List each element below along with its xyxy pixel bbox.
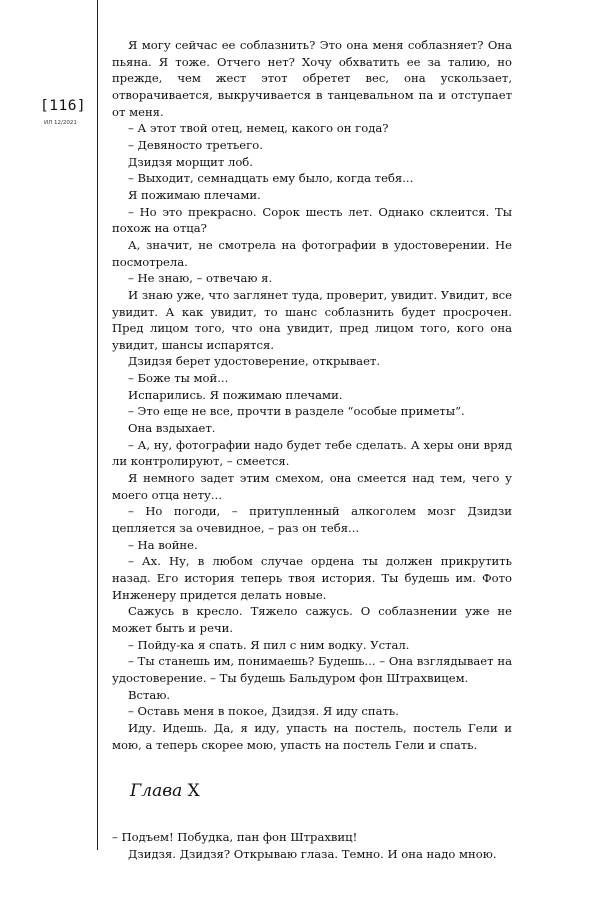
chapter-number: X	[187, 781, 200, 801]
margin-rule	[97, 0, 98, 850]
paragraph: – А этот твой отец, немец, какого он года?	[128, 121, 389, 136]
paragraph: – Оставь меня в покое, Дзидзя. Я иду спать.	[128, 704, 399, 719]
body-text	[112, 37, 512, 753]
paragraph: – На войне.	[128, 537, 198, 552]
paragraph: Иду. Идешь. Да, я иду, упасть на постель, постель Гели и мою, а теперь скорее мою, упасть на постель Гели и спать.	[112, 720, 512, 752]
paragraph: Сажусь в кресло. Тяжело сажусь. О соблазнении уже не может быть и речи.	[112, 604, 512, 635]
paragraph: Дзидзя. Дзидзя? Открываю глаза. Темно. И она надо мною.	[128, 846, 497, 861]
paragraph: – Выходит, семнадцать ему было, когда тебя...	[128, 171, 414, 186]
paragraph: Встаю.	[128, 687, 171, 702]
paragraph: Дзидзя берет удостоверение, открывает.	[128, 354, 381, 369]
paragraph: – Не знаю, – отвечаю я.	[128, 271, 273, 286]
paragraph: – Подъем! Побудка, пан фон Штрахвиц!	[112, 830, 358, 844]
paragraph: – Но это прекрасно. Сорок шесть лет. Однако склеится. Ты похож на отца?	[112, 204, 512, 236]
paragraph: Она вздыхает.	[128, 421, 216, 436]
paragraph: – А, ну, фотографии надо будет тебе сделать. А херы они вряд ли контролируют, – смеется.	[112, 437, 512, 469]
paragraph: Испарились. Я пожимаю плечами.	[128, 387, 343, 402]
chapter-heading	[130, 781, 200, 801]
paragraph: – Ты станешь им, понимаешь? Будешь... – Она взглядывает на удостоверение. – Ты будешь Бальдуром фон Штрахвицем.	[112, 654, 512, 685]
journal-issue: ИЛ 12/2021	[44, 120, 77, 126]
paragraph: Я могу сейчас ее соблазнить? Это она меня соблазняет? Она пьяна. Я тоже. Отчего нет? Хочу обхватить ее за талию, но прежде, чем жест этот обретет вес, она ускользает, отворачивается, выкручивается в танцевальном па и отступает от меня.	[112, 38, 512, 119]
paragraph: – Но погоди, – притупленный алкоголем мозг Дзидзи цепляется за очевидное, – раз он тебя...	[112, 504, 512, 536]
paragraph: А, значит, не смотрела на фотографии в удостоверении. Не посмотрела.	[112, 237, 512, 269]
paragraph: – Ах. Ну, в любом случае ордена ты должен прикрутить назад. Его история теперь твоя история. Ты будешь им. Фото Инженеру придется делать новые.	[112, 554, 512, 602]
paragraph: Я немного задет этим смехом, она смеется над тем, чего у моего отца нету...	[112, 471, 512, 502]
page-number: [116]	[40, 98, 87, 114]
chapter-word: Глава	[130, 781, 183, 801]
paragraph: – Боже ты мой...	[128, 371, 229, 386]
paragraph: И знаю уже, что заглянет туда, проверит, увидит. Увидит, все увидит. А как увидит, то шанс соблазнить будет просрочен. Пред лицом того, что она увидит, пред лицом того, кого она увидит, шансы испарятся.	[112, 287, 512, 352]
paragraph: Я пожимаю плечами.	[128, 187, 261, 202]
paragraph: – Это еще не все, прочти в разделе “особые приметы”.	[128, 404, 465, 419]
paragraph: Дзидзя морщит лоб.	[128, 154, 253, 169]
paragraph: – Девяносто третьего.	[128, 137, 263, 152]
paragraph: – Пойду-ка я спать. Я пил с ним водку. Устал.	[128, 637, 410, 652]
chapter-body-text	[112, 829, 512, 862]
